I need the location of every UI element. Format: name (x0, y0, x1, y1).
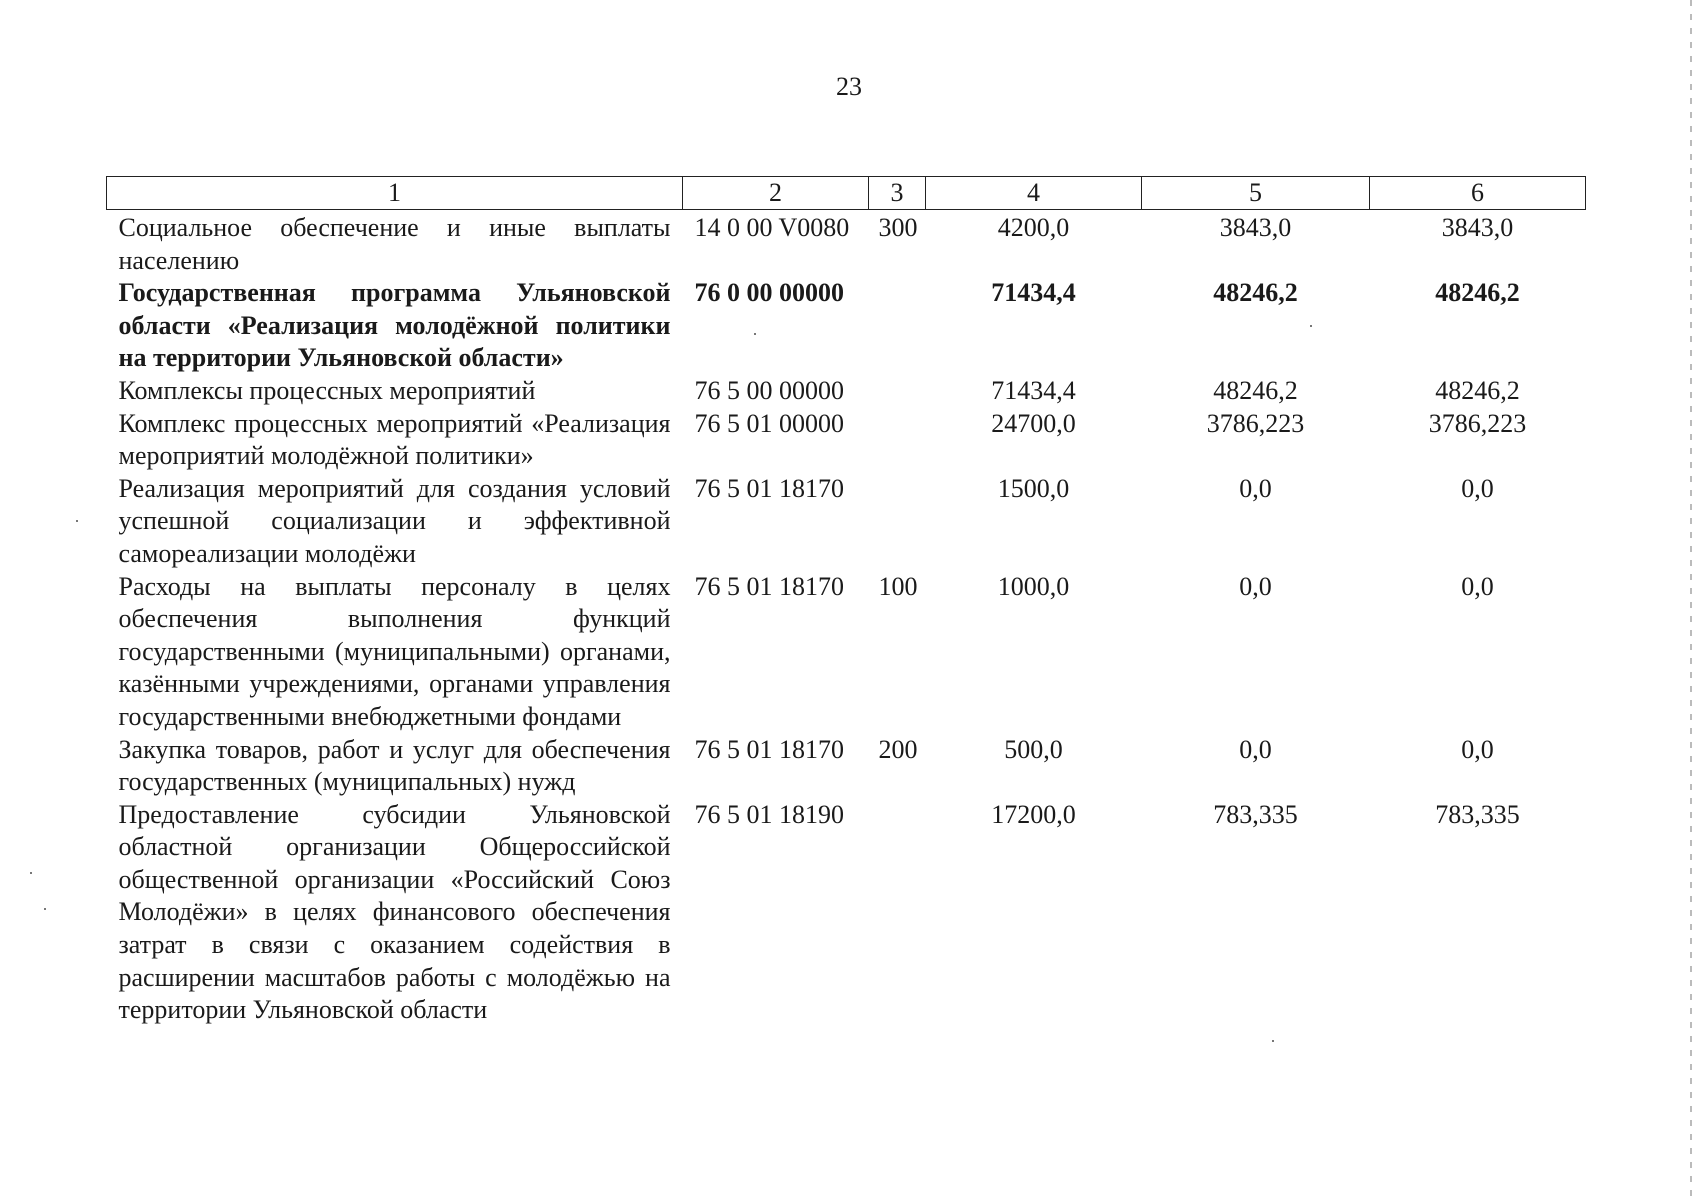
header-col-3: 3 (869, 177, 926, 210)
header-row (107, 177, 1586, 210)
row-name: Социальное обеспечение и иные выплаты населению (118, 213, 671, 275)
row-value-4: 24700,0 (991, 408, 1076, 438)
row-name: Реализация мероприятий для создания условий успешной социализации и эффективной самореализации молодёжи (118, 473, 671, 568)
row-value-4: 71434,4 (991, 375, 1076, 405)
header-col-6: 6 (1370, 177, 1586, 210)
row-value-5: 3786,223 (1206, 408, 1305, 438)
table-row (107, 734, 1586, 799)
row-value-5: 0,0 (1239, 473, 1272, 503)
row-code: 76 0 00 00000 (694, 278, 844, 308)
row-value-4: 71434,4 (991, 278, 1076, 308)
row-value-5: 3843,0 (1219, 213, 1292, 242)
row-expense-type (869, 375, 926, 408)
row-name: Комплексы процессных мероприятий (118, 375, 536, 405)
row-value-5: 0,0 (1239, 734, 1272, 764)
row-code: 14 0 00 V0080 (694, 213, 850, 242)
row-expense-type: 100 (878, 571, 918, 601)
row-code: 76 5 00 00000 (694, 375, 844, 405)
row-value-6: 0,0 (1461, 571, 1494, 601)
scan-speck (76, 520, 78, 522)
header-col-1: 1 (107, 177, 683, 210)
row-value-5: 48246,2 (1213, 375, 1298, 405)
row-value-6: 3786,223 (1428, 408, 1527, 438)
row-value-5: 48246,2 (1213, 278, 1298, 308)
row-value-4: 4200,0 (997, 213, 1070, 242)
row-expense-type (869, 277, 926, 375)
budget-table (106, 176, 1586, 1027)
row-value-5: 0,0 (1239, 571, 1272, 601)
row-expense-type: 200 (878, 734, 918, 764)
row-value-6: 0,0 (1461, 734, 1494, 764)
table-row (107, 571, 1586, 734)
row-code: 76 5 01 18170 (694, 734, 844, 764)
table-row (107, 375, 1586, 408)
scan-speck (30, 872, 32, 874)
scan-speck (754, 333, 756, 335)
table-row (107, 799, 1586, 1027)
scan-speck (1272, 1040, 1274, 1042)
row-value-6: 783,335 (1435, 799, 1520, 829)
row-name: Расходы на выплаты персоналу в целях обеспечения выполнения функций государственными (муниципальными) органами, казёнными учреждениями, органами управления государственными внебюджетными фондами (118, 571, 671, 731)
row-value-6: 3843,0 (1441, 213, 1514, 242)
row-value-4: 500,0 (1004, 734, 1063, 764)
row-value-6: 48246,2 (1435, 278, 1520, 308)
header-col-2: 2 (683, 177, 869, 210)
table-row (107, 408, 1586, 473)
page-number: 23 (836, 72, 862, 101)
row-name: Закупка товаров, работ и услуг для обеспечения государственных (муниципальных) нужд (118, 734, 671, 797)
row-name: Предоставление субсидии Ульяновской областной организации Общероссийской общественной организации «Российский Союз Молодёжи» в целях финансового обеспечения затрат в связи с оказанием содействия в расширении масштабов работы с молодёжью на территории Ульяновской области (118, 799, 671, 1025)
scan-speck (1310, 325, 1312, 327)
row-code: 76 5 01 00000 (694, 408, 844, 438)
row-value-4: 1000,0 (997, 571, 1070, 601)
row-name: Государственная программа Ульяновской области «Реализация молодёжной политики на территории Ульяновской области» (118, 278, 671, 373)
scan-speck (44, 908, 46, 910)
header-col-4: 4 (926, 177, 1142, 210)
row-expense-type (869, 408, 926, 473)
row-expense-type (869, 799, 926, 1027)
row-value-6: 0,0 (1461, 473, 1494, 503)
row-value-4: 17200,0 (991, 799, 1076, 829)
row-value-5: 783,335 (1213, 799, 1298, 829)
row-value-4: 1500,0 (997, 473, 1070, 503)
row-code: 76 5 01 18190 (694, 799, 844, 829)
row-expense-type: 300 (878, 213, 918, 242)
table-row-program (107, 277, 1586, 375)
header-col-5: 5 (1142, 177, 1370, 210)
row-expense-type (869, 473, 926, 571)
table-row (107, 210, 1586, 278)
row-value-6: 48246,2 (1435, 375, 1520, 405)
scan-edge-mark (1690, 0, 1692, 1200)
row-code: 76 5 01 18170 (694, 571, 844, 601)
table-row (107, 473, 1586, 571)
row-code: 76 5 01 18170 (694, 473, 844, 503)
row-name: Комплекс процессных мероприятий «Реализация мероприятий молодёжной политики» (118, 408, 671, 471)
